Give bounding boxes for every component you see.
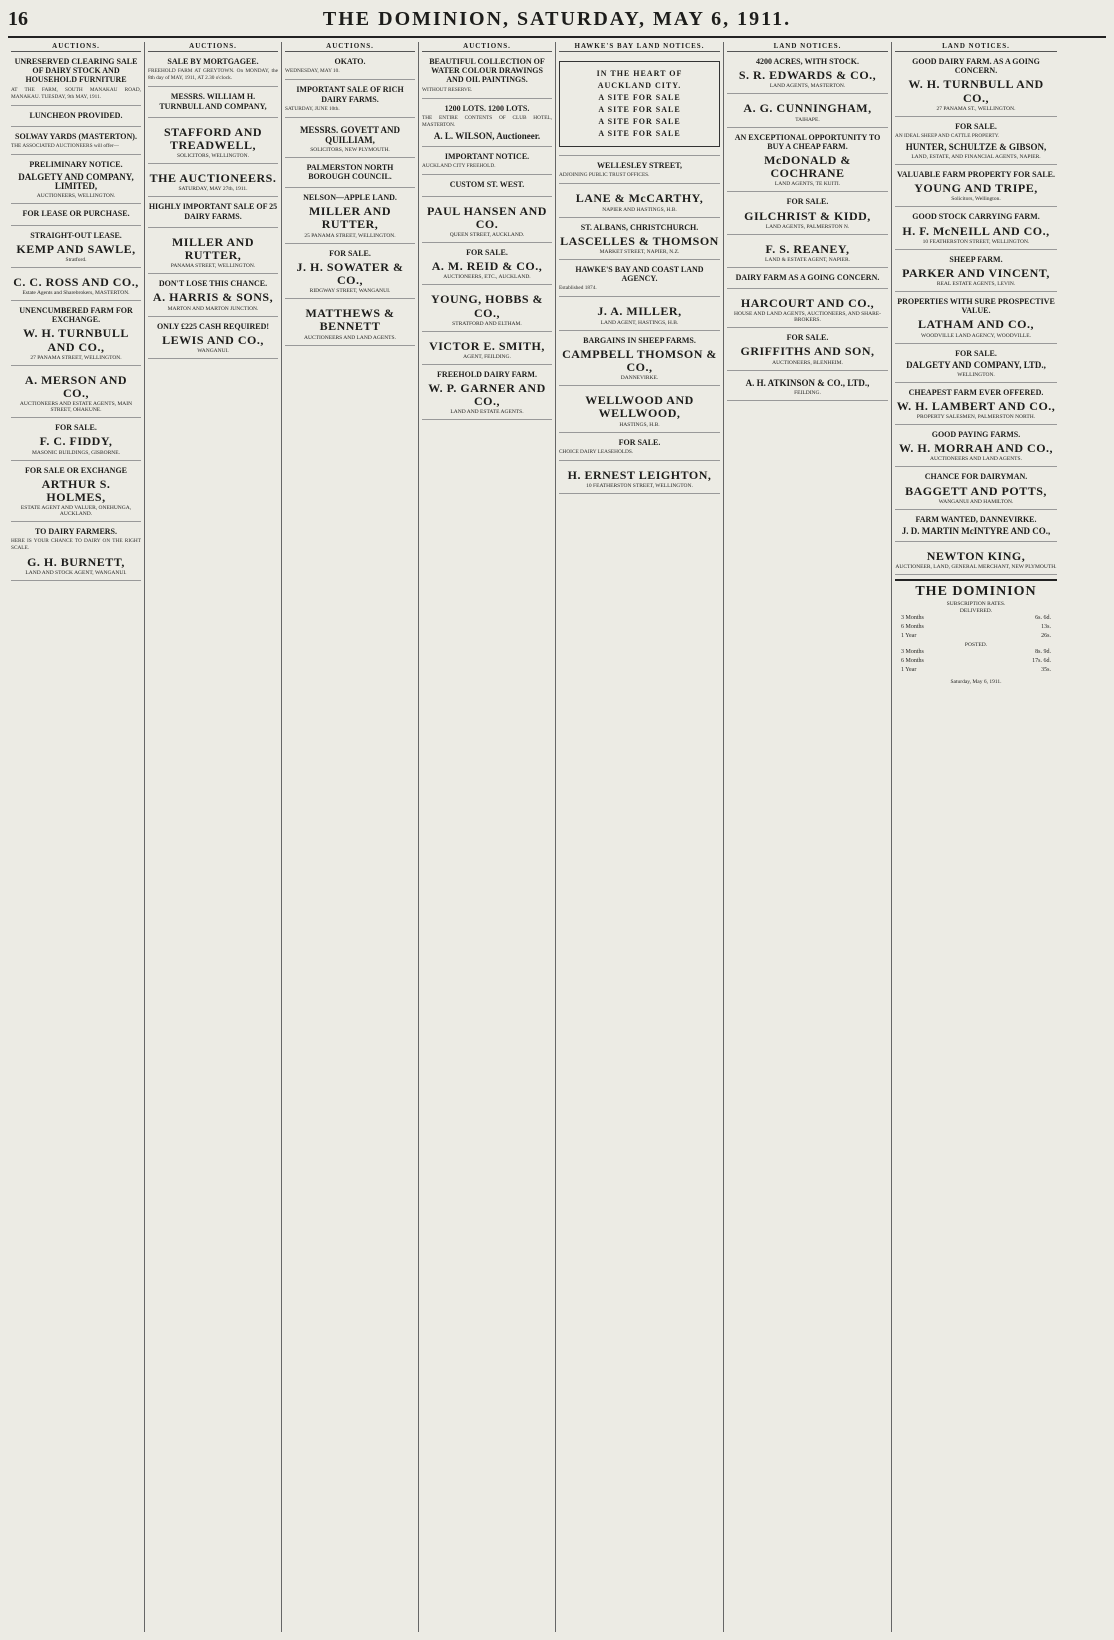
- advertiser-address: 10 FEATHERSTON STREET, WELLINGTON.: [922, 238, 1030, 245]
- ad-body-text: CHOICE DAIRY LEASEHOLDS.: [559, 448, 634, 455]
- classified-ad: [422, 288, 552, 331]
- advertiser-address: DANNEVIRKE.: [620, 375, 659, 382]
- advertiser-address: AUCTIONEERS AND LAND AGENTS.: [930, 456, 1022, 463]
- ad-headline: FOR SALE.: [786, 333, 829, 343]
- ad-headline: FREEHOLD DAIRY FARM.: [437, 369, 537, 379]
- ad-headline: DAIRY FARM AS A GOING CONCERN.: [735, 272, 880, 282]
- column-header: AUCTIONS.: [11, 42, 141, 52]
- classified-ad: [422, 368, 552, 421]
- advertiser-address: WANGANUI AND HAMILTON.: [938, 498, 1014, 505]
- advertiser-address: LAND AGENTS, MASTERTON.: [769, 83, 846, 90]
- ad-headline: CUSTOM ST. WEST.: [449, 180, 525, 190]
- page-number: 16: [8, 8, 28, 30]
- classified-ad: [895, 295, 1057, 344]
- ad-headline: FOR SALE.: [786, 197, 829, 207]
- ad-headline: FOR SALE.: [955, 348, 997, 358]
- advertiser-name: VICTOR E. SMITH,: [429, 338, 545, 353]
- ad-headline: PRELIMINARY NOTICE.: [29, 160, 123, 170]
- advertiser-name: A. H. ATKINSON & CO., LTD.,: [745, 377, 870, 388]
- ad-headline: FARM WANTED, DANNEVIRKE.: [915, 514, 1037, 524]
- advertiser-address: FEILDING.: [794, 389, 821, 396]
- ad-body-text: THE ENTIRE CONTENTS OF CLUB HOTEL, MASTERTON.: [422, 114, 552, 129]
- rate-period: 1 Year: [901, 633, 917, 640]
- classified-ad: [559, 300, 720, 330]
- advertiser-name: W. P. GARNER AND CO.,: [428, 381, 546, 409]
- advertiser-name: W. H. LAMBERT AND CO.,: [896, 398, 1056, 413]
- ad-headline: 4200 ACRES, WITH STOCK.: [755, 57, 860, 66]
- advertiser-address: WELLINGTON.: [957, 371, 995, 378]
- advertiser-address: RIDGWAY STREET, WANGANUI.: [309, 288, 391, 295]
- advertiser-address: NAPIER AND HASTINGS, H.B.: [602, 206, 677, 213]
- ad-headline: FOR SALE.: [955, 121, 997, 131]
- classified-ad: [895, 120, 1057, 165]
- classified-ad: [285, 161, 415, 188]
- advertiser-name: F. C. FIDDY,: [39, 434, 113, 449]
- boxed-line: A SITE FOR SALE: [598, 129, 681, 138]
- advertiser-address: LAND & ESTATE AGENT, NAPIER.: [764, 256, 850, 263]
- advertiser-address: PANAMA STREET, WELLINGTON.: [170, 263, 256, 270]
- advertiser-address: STRATFORD AND ELTHAM.: [452, 320, 522, 327]
- classified-ad: [148, 90, 278, 117]
- ad-headline: WELLESLEY STREET,: [597, 161, 682, 170]
- classified-ad: [559, 389, 720, 432]
- advertiser-name: W. H. TURNBULL AND CO.,: [23, 326, 129, 354]
- advertiser-address: ESTATE AGENT AND VALUER, ONEHUNGA, AUCKLAND.: [20, 505, 132, 518]
- advertiser-name: GRIFFITHS AND SON,: [740, 344, 875, 359]
- advertiser-address: SOLICITORS, NEW PLYMOUTH.: [310, 146, 390, 153]
- column-header: AUCTIONS.: [148, 42, 278, 52]
- classified-ad: [11, 271, 141, 301]
- classified-ad: [559, 263, 720, 298]
- ad-headline: AN EXCEPTIONAL OPPORTUNITY TO BUY A CHEAP FARM.: [734, 132, 881, 151]
- ad-headline: FOR SALE.: [466, 247, 508, 257]
- advertiser-address: MARKET STREET, NAPIER, N.Z.: [599, 248, 680, 255]
- boxed-line: A SITE FOR SALE: [598, 93, 681, 102]
- advertiser-address: LAND AGENT, HASTINGS, H.B.: [600, 319, 679, 326]
- advertiser-address: LAND AND ESTATE AGENTS.: [450, 409, 524, 416]
- rate-price: 13s.: [1041, 624, 1051, 631]
- classified-ad: [148, 200, 278, 227]
- advertiser-name: HUNTER, SCHULTZE & GIBSON,: [905, 142, 1047, 153]
- classified-ad: [422, 335, 552, 365]
- advertiser-name: THE AUCTIONEERS.: [149, 171, 277, 186]
- advertiser-name: S. R. EDWARDS & CO.,: [738, 68, 877, 83]
- advertiser-name: MATTHEWS & BENNETT: [305, 306, 395, 334]
- rate-row: [895, 657, 1057, 666]
- advertiser-name: J. A. MILLER,: [597, 304, 682, 319]
- boxed-line: AUCKLAND CITY.: [597, 81, 682, 90]
- ad-headline: ONLY £225 CASH REQUIRED!: [156, 321, 270, 331]
- ad-headline: DON'T LOSE THIS CHANCE.: [158, 279, 268, 289]
- ad-headline: IMPORTANT SALE OF RICH DAIRY FARMS.: [296, 85, 404, 104]
- advertiser-address: LAND AND STOCK AGENT, WANGANUI.: [25, 569, 127, 576]
- classified-ad: [148, 320, 278, 359]
- classified-ad: [11, 158, 141, 204]
- advertiser-address: AUCTIONEERS AND ESTATE AGENTS, MAIN STREET, OHAKUNE.: [19, 401, 133, 414]
- publication-date: Saturday, May 6, 1911.: [950, 679, 1002, 686]
- classified-ad: [148, 167, 278, 197]
- advertiser-address: AUCTIONEERS, ETC., AUCKLAND.: [443, 274, 531, 281]
- ad-headline: SHEEP FARM.: [949, 254, 1003, 264]
- columns: [8, 42, 1106, 1632]
- advertiser-name: LASCELLES & THOMSON: [560, 233, 719, 248]
- ad-headline: FOR SALE OR EXCHANGE: [24, 465, 127, 475]
- classified-ad: [559, 334, 720, 387]
- rate-row: [895, 648, 1057, 657]
- ad-body-text: WEDNESDAY, MAY 10.: [285, 68, 340, 75]
- advertiser-name: A. G. CUNNINGHAM,: [743, 101, 872, 116]
- classified-ad: [422, 55, 552, 99]
- classified-ad: [285, 83, 415, 118]
- ad-headline: LUNCHEON PROVIDED.: [29, 110, 123, 120]
- rate-period: 6 Months: [901, 658, 924, 665]
- classified-ad: [285, 191, 415, 244]
- rate-price: 6s. 6d.: [1035, 615, 1051, 622]
- ad-headline: FOR SALE.: [55, 423, 97, 433]
- classified-ad: [895, 55, 1057, 117]
- classified-ad: [148, 55, 278, 87]
- advertiser-name: STAFFORD AND TREADWELL,: [163, 124, 263, 153]
- advertiser-address: HOUSE AND LAND AGENTS, AUCTIONEERS, AND SHARE-BROKERS.: [734, 311, 881, 324]
- ad-headline: 1200 LOTS. 1200 LOTS.: [444, 103, 530, 113]
- advertiser-address: SATURDAY, MAY 27th, 1911.: [178, 186, 248, 193]
- advertiser-address: HASTINGS, H.B.: [619, 421, 660, 428]
- column-6: [724, 42, 892, 1632]
- classified-ad: [559, 464, 720, 494]
- posted-label: POSTED.: [964, 642, 988, 649]
- rate-period: 3 Months: [901, 615, 924, 622]
- advertiser-address: MARTON AND MARTON JUNCTION.: [167, 305, 259, 312]
- rate-period: 3 Months: [901, 649, 924, 656]
- advertiser-name: YOUNG, HOBBS & CO.,: [430, 292, 543, 320]
- advertiser-name: F. S. REANEY,: [765, 241, 850, 256]
- classified-ad: [11, 229, 141, 268]
- classified-ad: [559, 55, 720, 156]
- advertiser-address: AUCTIONEERS, WELLINGTON.: [36, 193, 116, 200]
- ad-body-text: AN IDEAL SHEEP AND CATTLE PROPERTY.: [895, 132, 1000, 139]
- classified-ad: [422, 102, 552, 147]
- advertiser-name: LATHAM AND CO.,: [918, 317, 1034, 332]
- classified-ad: [148, 121, 278, 164]
- rate-row: [895, 632, 1057, 641]
- advertiser-address: 10 FEATHERSTON STREET, WELLINGTON.: [586, 483, 693, 490]
- advertiser-name: J. H. SOWATER & CO.,: [296, 259, 404, 287]
- classified-ad: [895, 513, 1057, 542]
- advertiser-name: PAUL HANSEN AND CO.: [427, 203, 547, 231]
- advertiser-name: MESSRS. GOVETT AND QUILLIAM,: [299, 124, 401, 145]
- ad-body-text: SATURDAY, JUNE 10th.: [285, 105, 340, 112]
- advertiser-name: ARTHUR S. HOLMES,: [41, 476, 111, 504]
- advertiser-name: DALGETY AND COMPANY, LTD.,: [906, 359, 1046, 370]
- advertiser-address: LAND, ESTATE, AND FINANCIAL AGENTS, NAPIER.: [911, 153, 1041, 160]
- classified-ad: [895, 210, 1057, 249]
- classified-ad: [11, 369, 141, 418]
- ad-headline: HAWKE'S BAY AND COAST LAND AGENCY.: [575, 264, 704, 284]
- masthead: [8, 8, 1106, 38]
- ad-body-text: ADJOINING PUBLIC TRUST OFFICES.: [559, 172, 650, 179]
- classified-ad: [727, 97, 888, 127]
- ad-headline: TO DAIRY FARMERS.: [34, 527, 118, 537]
- advertiser-name: WELLWOOD AND WELLWOOD,: [585, 393, 694, 421]
- classified-ad: [895, 428, 1057, 467]
- advertiser-name: PARKER AND VINCENT,: [902, 265, 1050, 280]
- ad-headline: PROPERTIES WITH SURE PROSPECTIVE VALUE.: [897, 297, 1055, 316]
- classified-ad: [559, 159, 720, 184]
- advertiser-name: G. H. BURNETT,: [27, 554, 125, 569]
- classified-ad: [11, 130, 141, 155]
- advertiser-name: LEWIS AND CO.,: [162, 332, 264, 347]
- advertiser-name: A. M. REID & CO.,: [431, 259, 543, 274]
- advertiser-name: GILCHRIST & KIDD,: [744, 208, 871, 223]
- classified-ad: [11, 421, 141, 460]
- subscription-subtitle: SUBSCRIPTION RATES.: [946, 601, 1006, 608]
- ad-headline: FOR LEASE OR PURCHASE.: [22, 209, 130, 219]
- ad-body-text: WITHOUT RESERVE.: [422, 86, 473, 93]
- advertiser-name: C. C. ROSS AND CO.,: [13, 274, 139, 289]
- classified-ad: [285, 247, 415, 300]
- ad-headline: FOR SALE.: [618, 437, 661, 447]
- subscription-title: THE DOMINION: [915, 584, 1037, 600]
- ad-headline: CHEAPEST FARM EVER OFFERED.: [908, 387, 1044, 397]
- advertiser-name: HARCOURT AND CO.,: [740, 296, 875, 311]
- classified-ad: [727, 292, 888, 328]
- advertiser-address: LAND AGENTS, TE KUITI.: [774, 181, 841, 188]
- rate-price: 35s.: [1041, 667, 1051, 674]
- advertiser-name: W. H. MORRAH AND CO.,: [898, 441, 1054, 456]
- classified-ad: [727, 238, 888, 268]
- advertiser-address: QUEEN STREET, AUCKLAND.: [449, 231, 525, 238]
- classified-ad: [559, 436, 720, 461]
- advertiser-name: H. ERNEST LEIGHTON,: [567, 467, 712, 482]
- column-header: AUCTIONS.: [422, 42, 552, 52]
- rate-row: [895, 666, 1057, 675]
- rate-price: 26s.: [1041, 633, 1051, 640]
- delivered-label: DELIVERED.: [959, 608, 993, 615]
- column-4: [419, 42, 556, 1632]
- advertiser-name: W. H. TURNBULL AND CO.,: [908, 77, 1044, 105]
- advertiser-address: REAL ESTATE AGENTS, LEVIN.: [936, 281, 1016, 288]
- column-1: [8, 42, 145, 1632]
- classified-ad: [727, 331, 888, 370]
- rate-period: 6 Months: [901, 624, 924, 631]
- advertiser-name: MILLER AND RUTTER,: [308, 204, 391, 232]
- subscription-rates: [895, 579, 1057, 687]
- ad-body-text: Established 1874.: [559, 285, 597, 292]
- advertiser-address: WOODVILLE LAND AGENCY, WOODVILLE.: [921, 332, 1031, 339]
- classified-ad: [895, 347, 1057, 383]
- classified-ad: [285, 121, 415, 158]
- classified-ad: [422, 200, 552, 243]
- advertiser-address: Solicitors, Wellington.: [951, 196, 1001, 203]
- advertiser-name: NEWTON KING,: [926, 548, 1026, 563]
- classified-ad: [11, 109, 141, 127]
- classified-ad: [11, 304, 141, 366]
- advertiser-address: PROPERTY SALESMEN, PALMERSTON NORTH.: [916, 414, 1036, 421]
- ad-headline: HIGHLY IMPORTANT SALE OF 25 DAIRY FARMS.: [148, 202, 278, 221]
- advertiser-name: YOUNG AND TRIPE,: [914, 181, 1038, 196]
- rate-row: [895, 614, 1057, 623]
- column-3: [282, 42, 419, 1632]
- advertiser-name: BAGGETT AND POTTS,: [905, 483, 1047, 498]
- ad-headline: GOOD DAIRY FARM. AS A GOING CONCERN.: [912, 57, 1040, 76]
- classified-ad: [11, 207, 141, 225]
- ad-body-text: THE ASSOCIATED AUCTIONEERS will offer—: [11, 143, 119, 150]
- advertiser-address: LAND AGENTS, PALMERSTON N.: [765, 223, 850, 230]
- column-2: [145, 42, 282, 1632]
- newspaper-title: THE DOMINION, SATURDAY, MAY 6, 1911.: [322, 8, 792, 30]
- advertiser-name: DALGETY AND COMPANY, LIMITED,: [18, 171, 134, 192]
- advertiser-address: AUCTIONEERS AND LAND AGENTS.: [304, 334, 396, 341]
- advertiser-address: AUCTIONEER, LAND, GENERAL MERCHANT, NEW PLYMOUTH.: [895, 564, 1057, 571]
- classified-ad: [727, 55, 888, 94]
- ad-body-text: AUCKLAND CITY FREEHOLD.: [422, 163, 496, 170]
- ad-headline: GOOD PAYING FARMS.: [931, 430, 1021, 440]
- classified-ad: [895, 470, 1057, 509]
- classified-ad: [559, 221, 720, 260]
- advertiser-name: LANE & McCARTHY,: [575, 191, 704, 206]
- boxed-line: A SITE FOR SALE: [598, 105, 681, 114]
- advertiser-address: 27 PANAMA ST., WELLINGTON.: [936, 105, 1016, 112]
- classified-ad: [727, 374, 888, 401]
- column-header: LAND NOTICES.: [895, 42, 1057, 52]
- ad-headline: STRAIGHT-OUT LEASE.: [30, 230, 122, 240]
- advertiser-address: AUCTIONEERS, BLENHEIM.: [772, 359, 843, 366]
- advertiser-name: H. F. McNEILL AND CO.,: [902, 223, 1050, 238]
- advertiser-address: AGENT, FEILDING.: [463, 353, 511, 360]
- advertiser-address: Estate Agents and Sharebrokers, MASTERTON.: [22, 290, 130, 297]
- column-header: AUCTIONS.: [285, 42, 415, 52]
- advertiser-name: J. D. MARTIN McINTYRE AND CO.,: [901, 526, 1051, 537]
- classified-ad: [727, 271, 888, 289]
- column-header: HAWKE'S BAY LAND NOTICES.: [559, 42, 720, 52]
- ad-headline: SOLWAY YARDS (MASTERTON).: [15, 132, 137, 142]
- rate-price: 8s. 9d.: [1035, 649, 1051, 656]
- advertiser-name: A. HARRIS & SONS,: [152, 290, 274, 305]
- classified-ad: [559, 187, 720, 217]
- boxed-line: A SITE FOR SALE: [598, 117, 681, 126]
- classified-ad: [422, 178, 552, 196]
- ad-headline: UNENCUMBERED FARM FOR EXCHANGE.: [19, 306, 133, 325]
- classified-ad: [895, 386, 1057, 425]
- ad-headline: CHANCE FOR DAIRYMAN.: [924, 472, 1028, 482]
- advertiser-name: CAMPBELL THOMSON & CO.,: [562, 346, 717, 374]
- ad-headline: BARGAINS IN SHEEP FARMS.: [583, 335, 696, 345]
- ad-headline: UNRESERVED CLEARING SALE OF DAIRY STOCK AND HOUSEHOLD FURNITURE: [14, 57, 138, 85]
- advertiser-name: A. MERSON AND CO.,: [24, 372, 128, 401]
- advertiser-address: TAIHAPE.: [795, 116, 820, 123]
- classified-ad: [148, 277, 278, 316]
- classified-ad: [11, 525, 141, 581]
- ad-headline: IMPORTANT NOTICE.: [444, 152, 530, 162]
- rate-row: [895, 623, 1057, 632]
- ad-headline: ST. ALBANS, CHRISTCHURCH.: [580, 222, 699, 232]
- classified-ad: [895, 253, 1057, 292]
- advertiser-name: McDONALD & COCHRANE: [764, 152, 851, 181]
- ad-headline: GOOD STOCK CARRYING FARM.: [912, 212, 1040, 222]
- classified-ad: [895, 168, 1057, 207]
- rate-price: 17s. 6d.: [1032, 658, 1051, 665]
- advertiser-name: A. L. WILSON, Auctioneer.: [433, 131, 541, 142]
- ad-headline: PALMERSTON NORTH BOROUGH COUNCIL.: [306, 162, 394, 181]
- boxed-line: IN THE HEART OF: [596, 69, 683, 78]
- boxed-notice: [559, 61, 720, 147]
- advertiser-name: KEMP AND SAWLE,: [16, 241, 136, 256]
- column-header: LAND NOTICES.: [727, 42, 888, 52]
- classified-ad: [422, 150, 552, 175]
- ad-headline: FOR SALE.: [329, 248, 371, 258]
- advertiser-address: 25 PANAMA STREET, WELLINGTON.: [304, 232, 396, 239]
- ad-headline: SALE BY MORTGAGEE.: [167, 57, 259, 66]
- advertiser-address: SOLICITORS, WELLINGTON.: [177, 153, 249, 160]
- classified-ad: [727, 195, 888, 234]
- ad-body-text: FREEHOLD FARM AT GREYTOWN. On MONDAY, the 8th day of MAY, 1911, AT 2.30 o'clock.: [148, 68, 278, 82]
- classified-ad: [727, 131, 888, 193]
- ad-headline: OKATO.: [334, 57, 366, 66]
- advertiser-address: WANGANUI.: [197, 347, 229, 354]
- ad-headline: MESSRS. WILLIAM H. TURNBULL AND COMPANY,: [159, 92, 267, 111]
- column-5: [556, 42, 724, 1632]
- column-7: [892, 42, 1060, 1632]
- ad-headline: NELSON—APPLE LAND.: [303, 193, 397, 202]
- advertiser-address: 27 PANAMA STREET, WELLINGTON.: [30, 354, 122, 361]
- ad-body-text: HERE IS YOUR CHANCE TO DAIRY ON THE RIGHT SCALE.: [11, 538, 141, 552]
- classified-ad: [285, 302, 415, 345]
- ad-headline: VALUABLE FARM PROPERTY FOR SALE.: [896, 169, 1056, 179]
- advertiser-address: Stratford.: [65, 256, 87, 263]
- classified-ad: [895, 545, 1057, 575]
- classified-ad: [11, 55, 141, 106]
- classified-ad: [422, 246, 552, 285]
- advertiser-name: MILLER AND RUTTER,: [171, 234, 254, 262]
- rate-period: 1 Year: [901, 667, 917, 674]
- ad-headline: BEAUTIFUL COLLECTION OF WATER COLOUR DRAWINGS AND OIL PAINTINGS.: [429, 57, 545, 85]
- classified-ad: [285, 55, 415, 80]
- advertiser-address: MASONIC BUILDINGS, GISBORNE.: [31, 449, 120, 456]
- classified-ad: [148, 231, 278, 274]
- classified-ad: [11, 464, 141, 523]
- ad-body-text: AT THE FARM, SOUTH MANAKAU ROAD, MANAKAU. TUESDAY, 9th MAY, 1911.: [11, 86, 141, 100]
